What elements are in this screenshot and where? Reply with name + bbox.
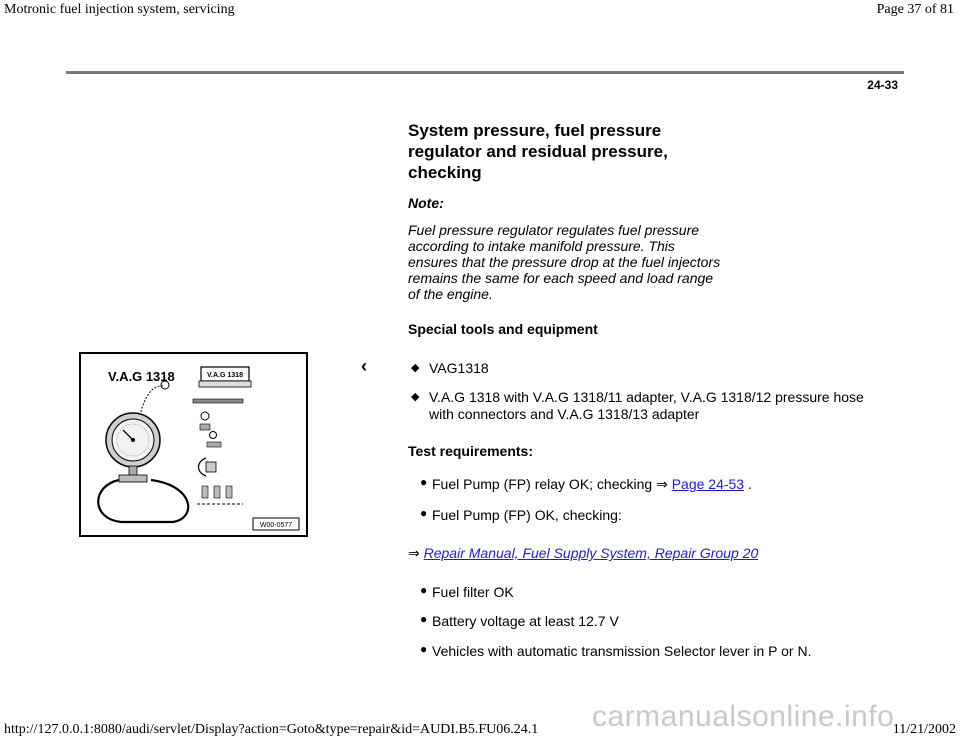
test-requirements-heading: Test requirements: — [408, 443, 533, 459]
footer-url: http://127.0.0.1:8080/audi/servlet/Display?action=Goto&type=repair&id=AUDI.B5.FU06.24.1 — [4, 722, 539, 737]
footer-date: 11/21/2002 — [892, 722, 956, 737]
round-bullet-icon: ● — [420, 642, 428, 656]
diamond-bullet-icon: ◆ — [411, 391, 420, 403]
requirement-battery: Battery voltage at least 12.7 V — [432, 613, 619, 629]
tool-illustration — [79, 352, 308, 537]
list-item: ◆ VAG1318 — [411, 360, 489, 376]
watermark-logo: carmanualsonline.info — [592, 700, 895, 733]
tools-heading: Special tools and equipment — [408, 321, 598, 337]
page-24-53-link[interactable]: Page 24-53 — [671, 476, 745, 492]
list-item: ◆ V.A.G 1318 with V.A.G 1318/11 adapter, V.A.G 1318/12 pressure hose with connectors and V.A.G 1318/13 adapter — [411, 389, 864, 422]
note-text: Fuel pressure regulator regulates fuel pressure according to intake manifold pressure. This ensures that the pressure drop at the fuel injectors remains the same for each speed and load range of the engine. — [408, 222, 721, 302]
round-bullet-icon: ● — [420, 475, 428, 489]
page-number: 24-33 — [867, 78, 898, 92]
round-bullet-icon: ● — [420, 583, 428, 597]
round-bullet-icon: ● — [420, 506, 428, 520]
figure-pointer-icon: ‹ — [361, 356, 367, 376]
requirement-fuel-filter: Fuel filter OK — [432, 584, 514, 600]
requirement-fp-ok: Fuel Pump (FP) OK, checking: — [432, 507, 622, 523]
section-title: System pressure, fuel pressure regulator and residual pressure, checking — [408, 121, 668, 182]
pressure-gauge-illustration — [81, 354, 306, 535]
page-indicator: Page 37 of 81 — [876, 2, 954, 17]
figure-box-label: V.A.G 1318 — [207, 372, 243, 379]
document-title: Motronic fuel injection system, servicing — [4, 2, 235, 17]
round-bullet-icon: ● — [420, 612, 428, 626]
repair-manual-reference — [408, 545, 758, 562]
link-arrow-icon: ⇒ — [408, 545, 420, 561]
figure-tool-label: V.A.G 1318 — [108, 369, 175, 384]
link-arrow-icon: ⇒ — [656, 476, 668, 492]
requirement-fp-relay: Fuel Pump (FP) relay OK; checking ⇒ Page 24-53 . — [432, 476, 752, 492]
repair-manual-link[interactable]: Repair Manual, Fuel Supply System, Repair Group 20 — [423, 545, 759, 561]
requirement-selector-lever: Vehicles with automatic transmission Selector lever in P or N. — [432, 643, 812, 659]
diamond-bullet-icon: ◆ — [411, 362, 420, 374]
tools-list — [410, 360, 880, 423]
figure-code: W00-0577 — [259, 522, 293, 529]
header-rule — [66, 71, 904, 74]
note-label: Note: — [408, 195, 444, 211]
